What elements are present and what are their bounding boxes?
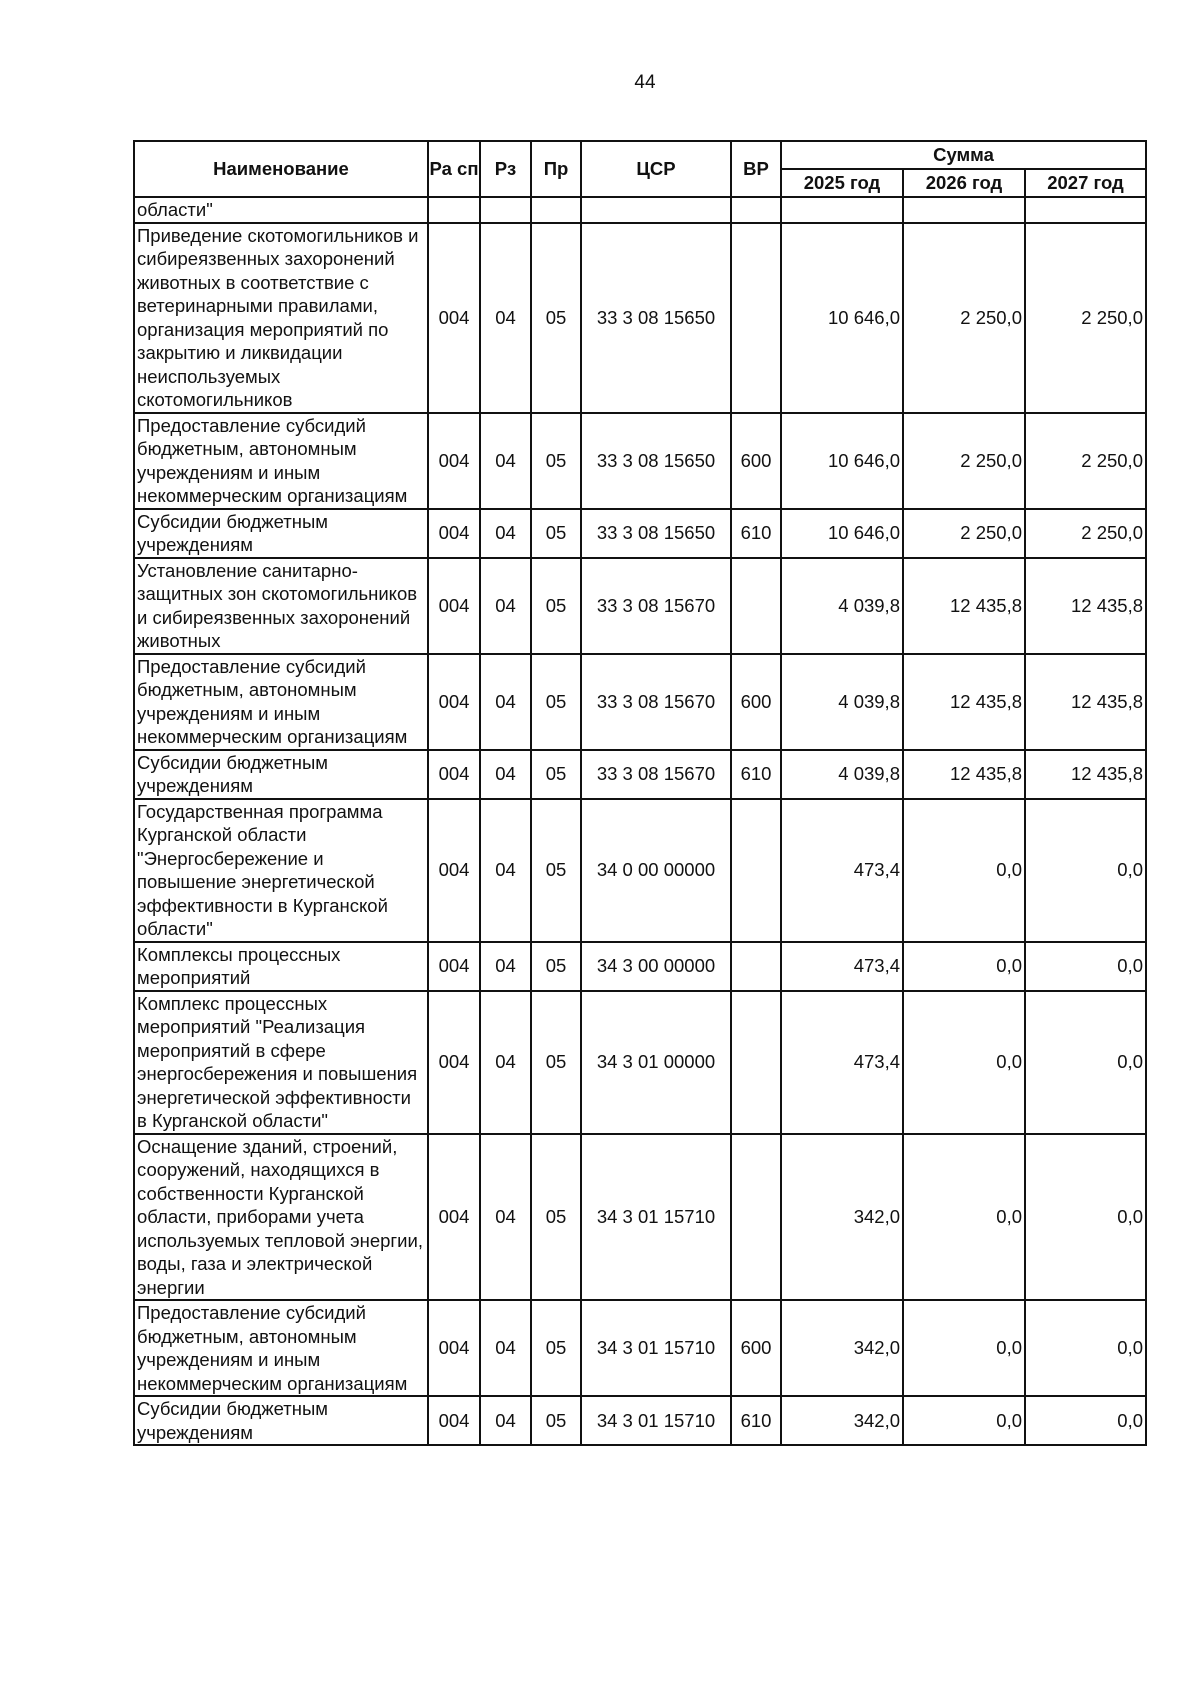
row-rz: 04: [480, 223, 531, 413]
header-pr: Пр: [531, 141, 581, 197]
row-name: Приведение скотомогильников и сибиреязвенных захоронений животных в соответствие с ветеринарными правилами, организация мероприятий по закрытию и ликвидации неиспользуемых скотомогильников: [134, 223, 428, 413]
row-rz: 04: [480, 413, 531, 509]
row-rz: 04: [480, 1134, 531, 1301]
row-sum-2026: 2 250,0: [903, 509, 1025, 558]
row-name: Установление санитарно-защитных зон скотомогильников и сибиреязвенных захоронений животных: [134, 558, 428, 654]
row-rz: [480, 197, 531, 223]
row-sum-2027: 0,0: [1025, 1300, 1146, 1396]
row-rasp: 004: [428, 654, 480, 750]
row-sum-2026: 12 435,8: [903, 750, 1025, 799]
table-row: [134, 197, 1146, 223]
row-pr: 05: [531, 942, 581, 991]
row-sum-2027: 2 250,0: [1025, 223, 1146, 413]
header-rz: Рз: [480, 141, 531, 197]
row-sum-2027: 12 435,8: [1025, 750, 1146, 799]
row-vr: [731, 799, 781, 942]
row-vr: [731, 1134, 781, 1301]
row-sum-2027: 2 250,0: [1025, 509, 1146, 558]
table-row: [134, 509, 1146, 558]
row-csr: 33 3 08 15650: [581, 509, 731, 558]
row-sum-2025: 10 646,0: [781, 413, 903, 509]
row-csr: [581, 197, 731, 223]
table-header: [134, 141, 1146, 197]
page-number: 44: [634, 72, 656, 93]
row-sum-2027: 0,0: [1025, 1396, 1146, 1445]
header-sum: Сумма: [781, 141, 1146, 169]
row-sum-2025: 473,4: [781, 942, 903, 991]
row-sum-2026: 0,0: [903, 942, 1025, 991]
row-pr: 05: [531, 509, 581, 558]
row-sum-2026: 0,0: [903, 799, 1025, 942]
row-pr: 05: [531, 413, 581, 509]
row-rz: 04: [480, 1396, 531, 1445]
row-rz: 04: [480, 991, 531, 1134]
table-row: [134, 1396, 1146, 1445]
row-rasp: 004: [428, 799, 480, 942]
row-name: Субсидии бюджетным учреждениям: [134, 509, 428, 558]
row-sum-2026: 0,0: [903, 991, 1025, 1134]
table-row: [134, 1300, 1146, 1396]
row-rasp: 004: [428, 509, 480, 558]
table-row: [134, 558, 1146, 654]
table-row: [134, 991, 1146, 1134]
row-pr: 05: [531, 1396, 581, 1445]
row-csr: 34 3 01 15710: [581, 1396, 731, 1445]
row-sum-2025: 4 039,8: [781, 750, 903, 799]
row-vr: 610: [731, 750, 781, 799]
header-csr: ЦСР: [581, 141, 731, 197]
row-csr: 34 3 00 00000: [581, 942, 731, 991]
row-vr: [731, 558, 781, 654]
budget-table: [133, 140, 1147, 1446]
row-pr: 05: [531, 1300, 581, 1396]
row-pr: 05: [531, 750, 581, 799]
row-sum-2025: 342,0: [781, 1300, 903, 1396]
row-sum-2025: 342,0: [781, 1134, 903, 1301]
row-csr: 34 3 01 00000: [581, 991, 731, 1134]
header-name: Наименование: [134, 141, 428, 197]
row-sum-2027: 0,0: [1025, 942, 1146, 991]
row-name: Оснащение зданий, строений, сооружений, находящихся в собственности Курганской области, приборами учета используемых тепловой энергии, воды, газа и электрической энергии: [134, 1134, 428, 1301]
row-sum-2027: 0,0: [1025, 1134, 1146, 1301]
row-rasp: 004: [428, 1134, 480, 1301]
header-2026: 2026 год: [903, 169, 1025, 197]
row-name: Государственная программа Курганской области "Энергосбережение и повышение энергетической эффективности в Курганской области": [134, 799, 428, 942]
row-sum-2027: [1025, 197, 1146, 223]
row-sum-2025: 473,4: [781, 799, 903, 942]
row-rasp: [428, 197, 480, 223]
row-sum-2026: 12 435,8: [903, 654, 1025, 750]
row-rz: 04: [480, 942, 531, 991]
row-vr: [731, 223, 781, 413]
row-vr: 600: [731, 413, 781, 509]
row-rz: 04: [480, 509, 531, 558]
row-sum-2026: 0,0: [903, 1134, 1025, 1301]
row-sum-2025: 4 039,8: [781, 558, 903, 654]
row-rasp: 004: [428, 1300, 480, 1396]
row-vr: 600: [731, 654, 781, 750]
table-row: [134, 942, 1146, 991]
row-sum-2025: 10 646,0: [781, 509, 903, 558]
row-sum-2025: 4 039,8: [781, 654, 903, 750]
row-sum-2026: 2 250,0: [903, 413, 1025, 509]
row-sum-2027: 2 250,0: [1025, 413, 1146, 509]
row-pr: 05: [531, 558, 581, 654]
row-pr: 05: [531, 1134, 581, 1301]
row-sum-2027: 12 435,8: [1025, 558, 1146, 654]
table-row: [134, 223, 1146, 413]
row-rz: 04: [480, 1300, 531, 1396]
row-vr: [731, 942, 781, 991]
row-rasp: 004: [428, 991, 480, 1134]
row-name: Предоставление субсидий бюджетным, автономным учреждениям и иным некоммерческим организациям: [134, 654, 428, 750]
row-csr: 34 0 00 00000: [581, 799, 731, 942]
row-rz: 04: [480, 750, 531, 799]
row-sum-2026: 12 435,8: [903, 558, 1025, 654]
row-csr: 33 3 08 15650: [581, 413, 731, 509]
row-vr: 610: [731, 509, 781, 558]
row-sum-2026: 0,0: [903, 1300, 1025, 1396]
row-csr: 34 3 01 15710: [581, 1300, 731, 1396]
header-rasp: Ра сп: [428, 141, 480, 197]
row-sum-2025: 473,4: [781, 991, 903, 1134]
row-sum-2025: [781, 197, 903, 223]
row-rasp: 004: [428, 750, 480, 799]
row-csr: 33 3 08 15670: [581, 558, 731, 654]
row-name: Комплекс процессных мероприятий "Реализация мероприятий в сфере энергосбережения и повышения энергетической эффективности в Курганской области": [134, 991, 428, 1134]
row-sum-2027: 0,0: [1025, 991, 1146, 1134]
row-name: Субсидии бюджетным учреждениям: [134, 750, 428, 799]
row-vr: [731, 991, 781, 1134]
row-vr: 600: [731, 1300, 781, 1396]
table-body: [134, 197, 1146, 1445]
table-row: [134, 413, 1146, 509]
row-rasp: 004: [428, 942, 480, 991]
row-sum-2027: 0,0: [1025, 799, 1146, 942]
row-sum-2026: 2 250,0: [903, 223, 1025, 413]
row-name: области": [134, 197, 428, 223]
table-row: [134, 654, 1146, 750]
row-sum-2026: [903, 197, 1025, 223]
row-csr: 33 3 08 15650: [581, 223, 731, 413]
row-sum-2026: 0,0: [903, 1396, 1025, 1445]
table-row: [134, 1134, 1146, 1301]
row-rasp: 004: [428, 558, 480, 654]
row-rasp: 004: [428, 413, 480, 509]
row-rz: 04: [480, 654, 531, 750]
row-rasp: 004: [428, 1396, 480, 1445]
header-2027: 2027 год: [1025, 169, 1146, 197]
row-csr: 34 3 01 15710: [581, 1134, 731, 1301]
row-sum-2025: 342,0: [781, 1396, 903, 1445]
row-rz: 04: [480, 558, 531, 654]
row-pr: 05: [531, 799, 581, 942]
table-row: [134, 750, 1146, 799]
row-vr: [731, 197, 781, 223]
table-row: [134, 799, 1146, 942]
header-vr: ВР: [731, 141, 781, 197]
row-pr: 05: [531, 991, 581, 1134]
row-csr: 33 3 08 15670: [581, 750, 731, 799]
row-pr: [531, 197, 581, 223]
row-name: Комплексы процессных мероприятий: [134, 942, 428, 991]
row-rasp: 004: [428, 223, 480, 413]
row-pr: 05: [531, 654, 581, 750]
row-sum-2025: 10 646,0: [781, 223, 903, 413]
header-2025: 2025 год: [781, 169, 903, 197]
row-rz: 04: [480, 799, 531, 942]
row-csr: 33 3 08 15670: [581, 654, 731, 750]
row-vr: 610: [731, 1396, 781, 1445]
row-pr: 05: [531, 223, 581, 413]
row-name: Субсидии бюджетным учреждениям: [134, 1396, 428, 1445]
row-sum-2027: 12 435,8: [1025, 654, 1146, 750]
row-name: Предоставление субсидий бюджетным, автономным учреждениям и иным некоммерческим организациям: [134, 413, 428, 509]
row-name: Предоставление субсидий бюджетным, автономным учреждениям и иным некоммерческим организациям: [134, 1300, 428, 1396]
